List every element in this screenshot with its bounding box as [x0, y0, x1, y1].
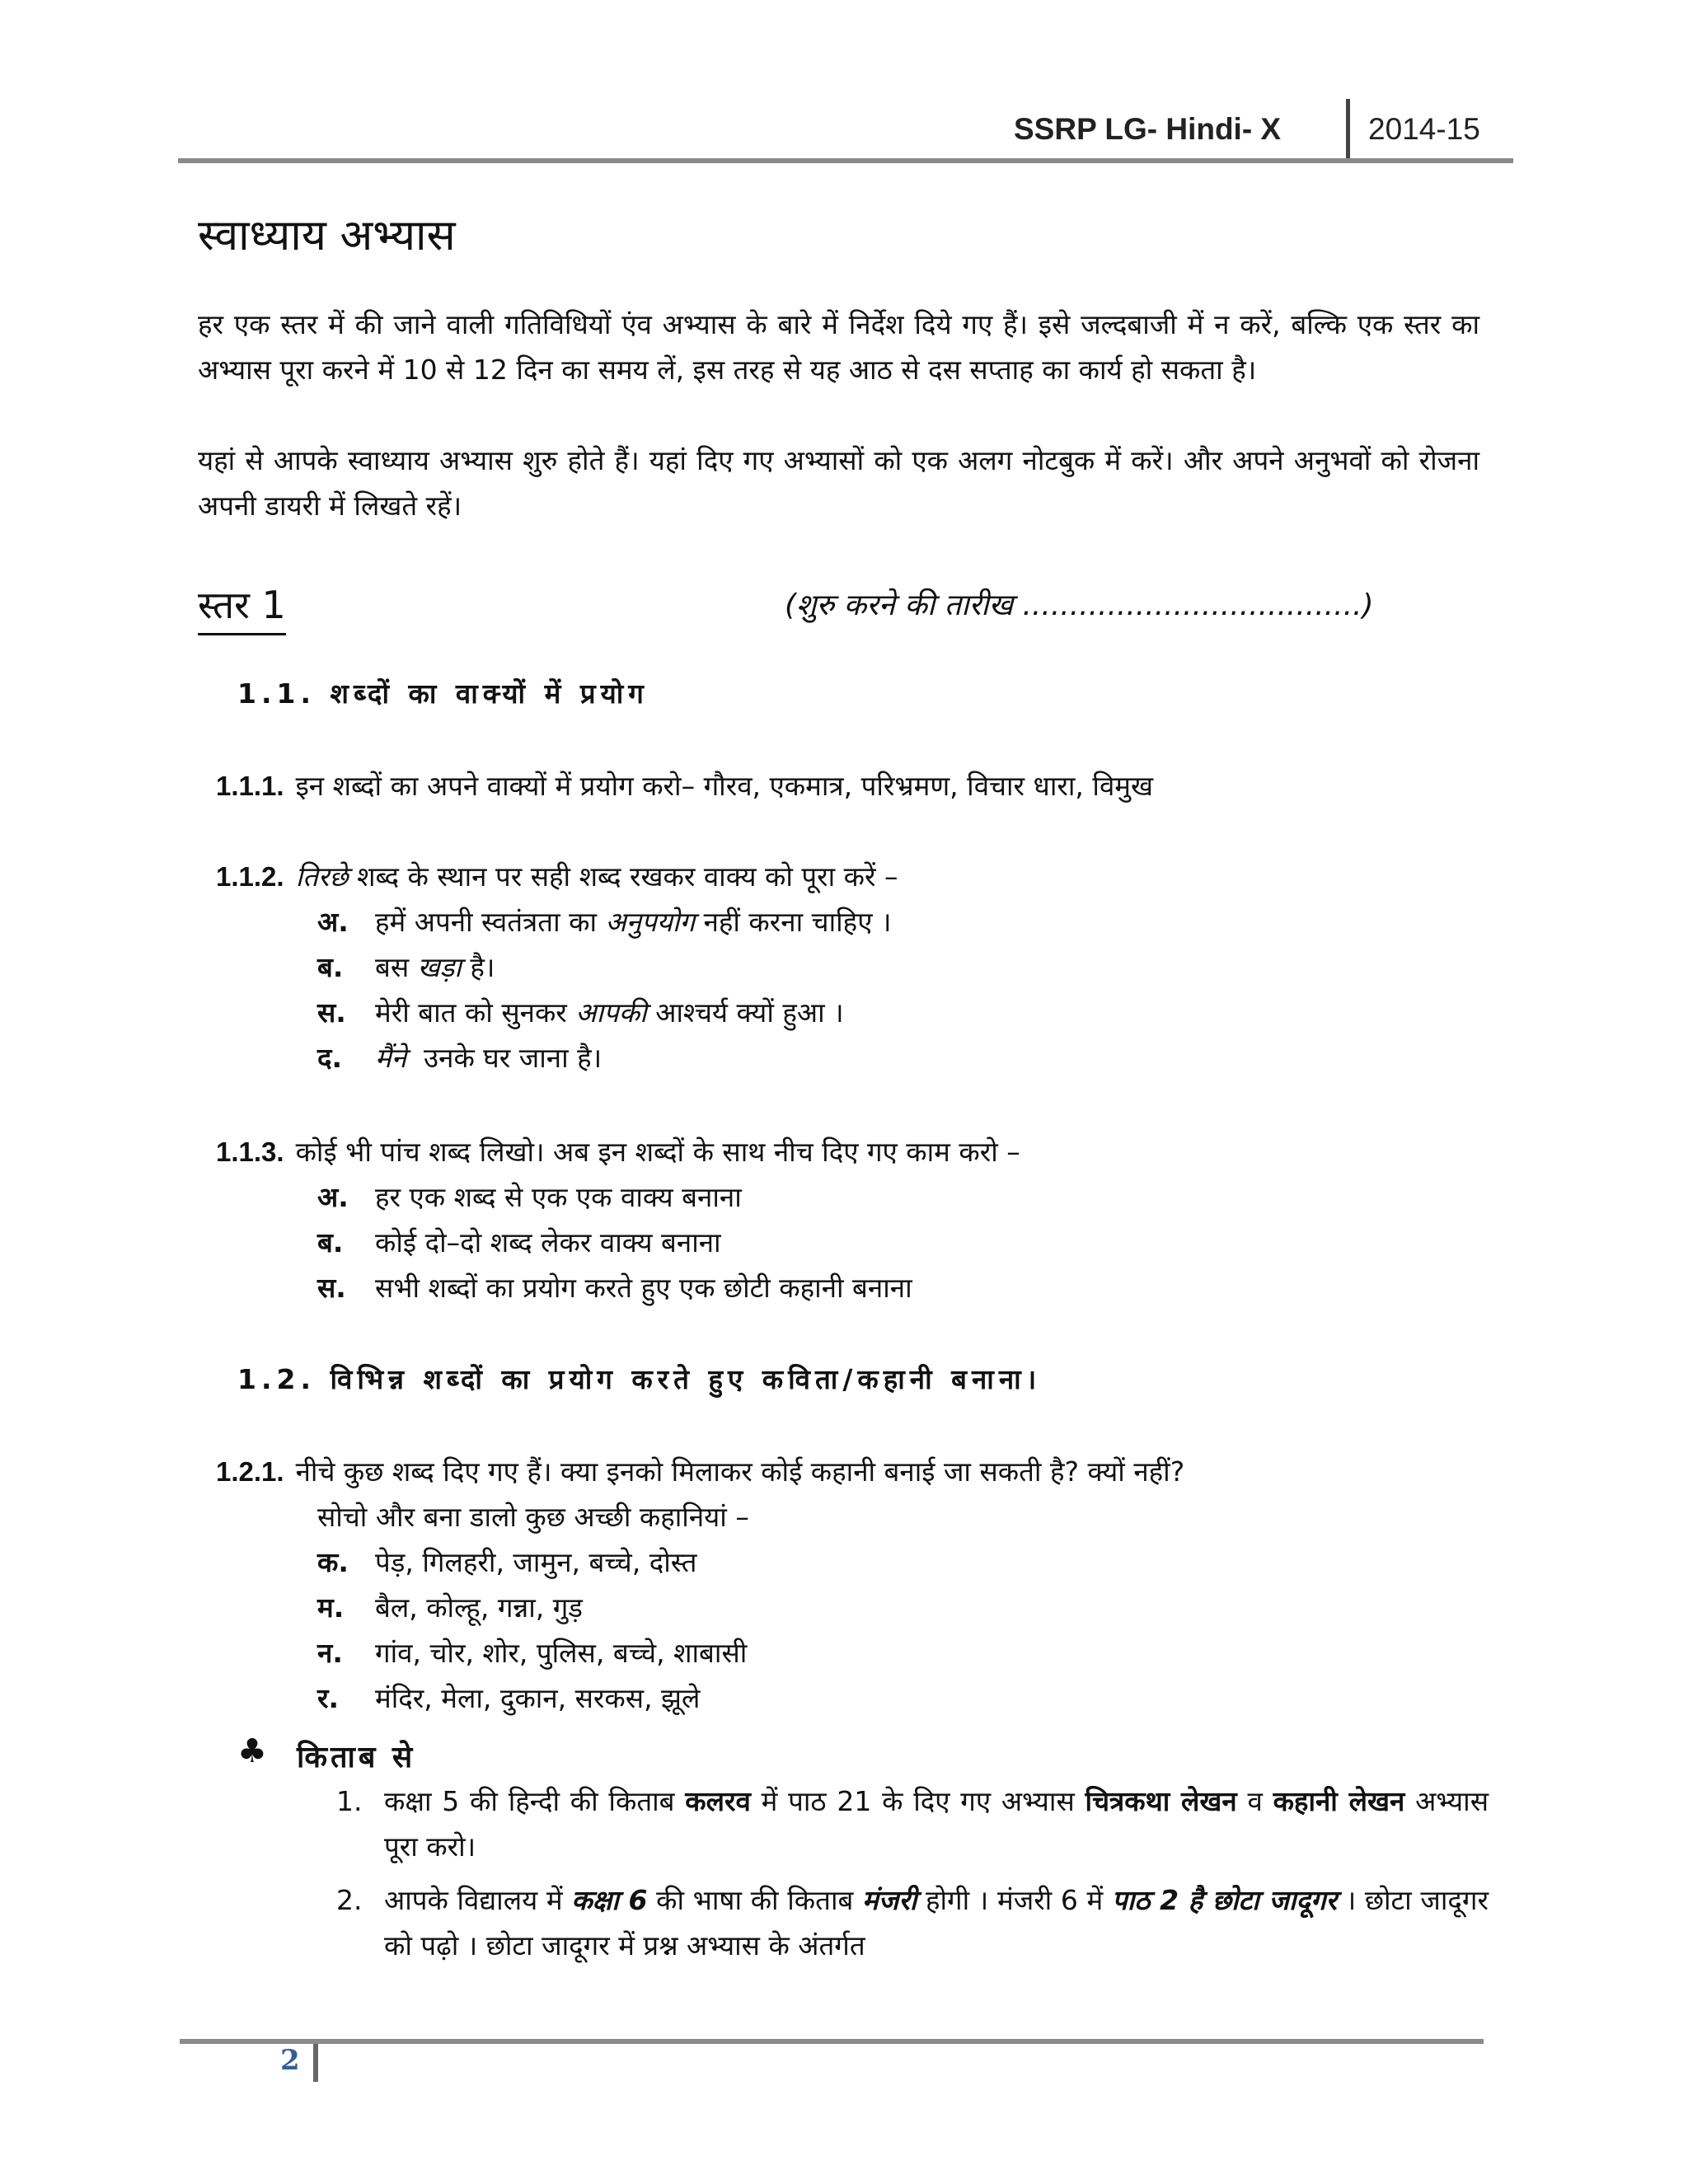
- question-number: 1.1.2.: [216, 861, 284, 892]
- section-number: 1.1.: [237, 677, 316, 710]
- question-text: शब्द के स्थान पर सही शब्द रखकर वाक्य को पूरा करें –: [357, 860, 898, 893]
- kitab-item-2-number: 2.: [336, 1884, 363, 1916]
- kitab-item-1-number: 1.: [336, 1785, 363, 1817]
- list-item: अ. हमें अपनी स्वतंत्रता का अनुपयोग नहीं करना चाहिए ।: [317, 906, 892, 938]
- kitab-item-2: आपके विद्यालय में कक्षा 6 की भाषा की किताब मंजरी होगी । मंजरी 6 में पाठ 2 है छोटा जादूगर । छोटा जादूगर को पढ़ो । छोटा जादूगर में प्रश्न अभ्यास के अंतर्गत: [384, 1884, 1489, 1961]
- intro-paragraph-1: हर एक स्तर में की जाने वाली गतिविधियों एंव अभ्यास के बारे में निर्देश दिये गए हैं। इसे जल्दबाजी में न करें, बल्कि एक स्तर का अभ्यास पूरा करने में 10 से 12 दिन का समय लें, इस तरह से यह आठ से दस सप्ताह का कार्य हो सकता है।: [198, 308, 1479, 386]
- section-1-2-heading: [237, 1360, 1041, 1397]
- list-item: ब. बस खड़ा है।: [317, 951, 495, 983]
- header-year: 2014-15: [1368, 112, 1480, 146]
- section-title: शब्दों का वाक्यों में प्रयोग: [330, 677, 649, 710]
- question-text: नीचे कुछ शब्द दिए गए हैं। क्या इनको मिलाकर कोई कहानी बनाई जा सकती है? क्यों नहीं?: [295, 1455, 1185, 1488]
- club-icon: ♣: [237, 1732, 267, 1770]
- list-item: स. सभी शब्दों का प्रयोग करते हुए एक छोटी कहानी बनाना: [317, 1272, 912, 1304]
- level-title: स्तर 1: [198, 579, 286, 635]
- kitab-item-1: कक्षा 5 की हिन्दी की किताब कलरव में पाठ 21 के दिए गए अभ्यास चित्रकथा लेखन व कहानी लेखन अभ्यास पूरा करो।: [384, 1785, 1489, 1863]
- italic-word: तिरछे: [295, 860, 349, 893]
- header-rule: [178, 158, 1513, 163]
- question-1-1-2: [216, 857, 898, 894]
- page-title: स्वाध्याय अभ्यास: [198, 211, 456, 260]
- list-item: र. मंदिर, मेला, दुकान, सरकस, झूले: [317, 1682, 701, 1714]
- footer-divider: [313, 2044, 318, 2082]
- question-number: 1.1.1.: [216, 771, 284, 801]
- question-1-1-3: [216, 1132, 1020, 1169]
- section-1-1-heading: [237, 674, 649, 711]
- intro-paragraph-2: यहां से आपके स्वाध्याय अभ्यास शुरु होते हैं। यहां दिए गए अभ्यासों को एक अलग नोटबुक में करें। और अपने अनुभवों को रोजना अपनी डायरी में लिखते रहें।: [198, 444, 1479, 522]
- question-text: इन शब्दों का अपने वाक्यों में प्रयोग करो– गौरव, एकमात्र, परिभ्रमण, विचार धारा, विमुख: [295, 770, 1154, 802]
- list-item: क. पेड़, गिलहरी, जामुन, बच्चे, दोस्त: [317, 1546, 697, 1578]
- section-title: विभिन्न शब्दों का प्रयोग करते हुए कविता/कहानी बनाना।: [330, 1363, 1042, 1395]
- list-item: न. गांव, चोर, शोर, पुलिस, बच्चे, शाबासी: [317, 1637, 748, 1669]
- question-text-line-2: सोचो और बना डालो कुछ अच्छी कहानियां –: [317, 1501, 749, 1533]
- question-1-2-1: [216, 1452, 1184, 1489]
- header-divider: [1346, 99, 1350, 161]
- question-1-1-1: [216, 766, 1153, 804]
- question-text: कोई भी पांच शब्द लिखो। अब इन शब्दों के साथ नीच दिए गए काम करो –: [295, 1136, 1020, 1168]
- list-item: म. बैल, कोल्हू, गन्ना, गुड़: [317, 1591, 583, 1624]
- list-item: स. मेरी बात को सुनकर आपकी आश्चर्य क्यों हुआ ।: [317, 996, 844, 1029]
- kitab-heading: किताब से: [297, 1741, 416, 1774]
- list-item: द. मैंने उनके घर जाना है।: [317, 1042, 603, 1074]
- question-number: 1.1.3.: [216, 1137, 284, 1167]
- header-title: SSRP LG- Hindi- X: [1014, 112, 1282, 146]
- section-number: 1.2.: [237, 1363, 316, 1395]
- list-item: ब. कोई दो–दो शब्द लेकर वाक्य बनाना: [317, 1226, 721, 1258]
- page-number: 2: [280, 2044, 300, 2077]
- footer-rule: [180, 2039, 1484, 2044]
- start-date-note: (शुरु करने की तारीख ....................................): [785, 588, 1374, 622]
- list-item: अ. हर एक शब्द से एक एक वाक्य बनाना: [317, 1181, 742, 1213]
- question-number: 1.2.1.: [216, 1456, 284, 1487]
